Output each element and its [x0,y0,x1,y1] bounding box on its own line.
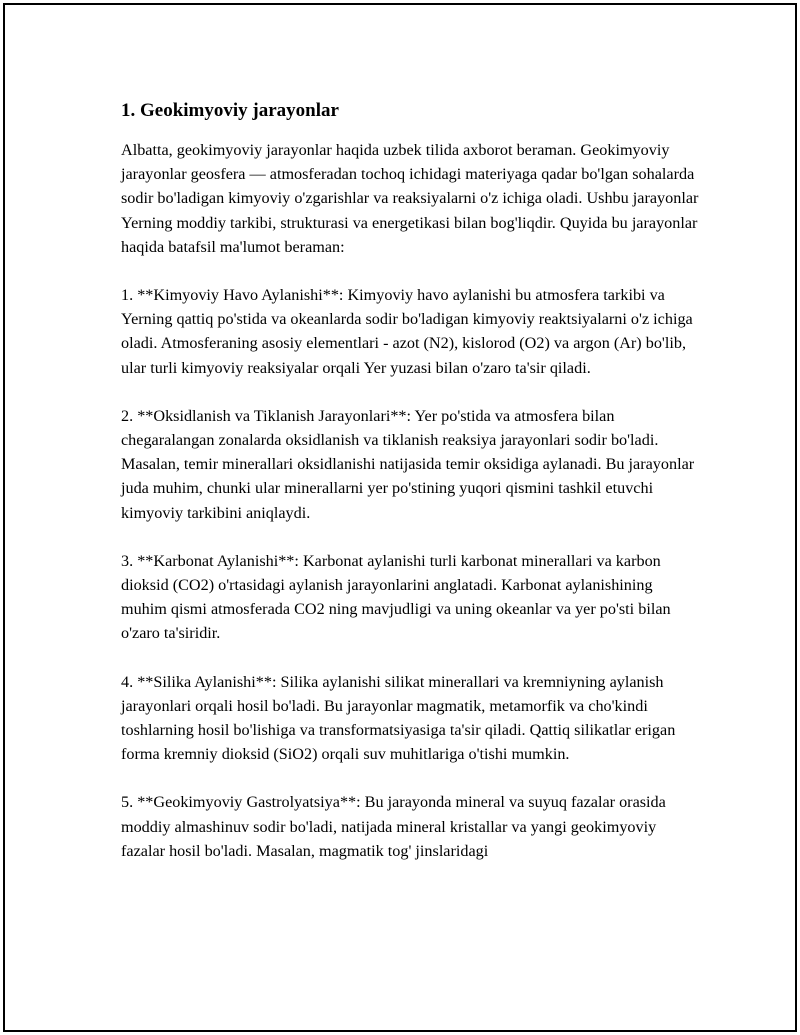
paragraph-silika-aylanishi: 4. **Silika Aylanishi**: Silika aylanishi silikat minerallari va kremniyning aylanish jarayonlari orqali hosil bo'ladi. Bu jarayonlar magmatik, metamorfik va cho'kindi toshlarning hosil bo'lishiga va transformatsiyasiga ta'sir qiladi. Qattiq silikatlar erigan forma kremniy dioksid (SiO2) orqali suv muhitlariga o'tishi mumkin. [121,672,676,764]
page-frame [3,3,797,1032]
paragraph-geokimyoviy-gastrolyatsiya: 5. **Geokimyoviy Gastrolyatsiya**: Bu jarayonda mineral va suyuq fazalar orasida moddiy almashinuv sodir bo'ladi, natijada mineral kristallar va yangi geokimyoviy fazalar hosil bo'ladi. Masalan, magmatik tog' jinslaridagi [121,793,666,860]
section-heading: 1. Geokimyoviy jarayonlar [121,100,339,121]
document-body [121,95,701,887]
paragraph-karbonat-aylanishi: 3. **Karbonat Aylanishi**: Karbonat aylanishi turli karbonat minerallari va karbon dioksid (CO2) o'rtasidagi aylanish jarayonlarini anglatadi. Karbonat aylanishining muhim qismi atmosferada CO2 ning mavjudligi va uning okeanlar va yer po'sti bilan o'zaro ta'siridir. [121,551,671,643]
paragraph-oksidlanish-tiklanish: 2. **Oksidlanish va Tiklanish Jarayonlari**: Yer po'stida va atmosfera bilan chegaralangan zonalarda oksidlanish va tiklanish reaksiya jarayonlari sodir bo'ladi. Masalan, temir minerallari oksidlanishi natijasida temir oksidiga aylanadi. Bu jarayonlar juda muhim, chunki ular minerallarni yer po'stining yuqori qismini tashkil etuvchi kimyoviy tarkibini aniqlaydi. [121,406,695,522]
intro-paragraph: Albatta, geokimyoviy jarayonlar haqida uzbek tilida axborot beraman. Geokimyoviy jarayonlar geosfera — atmosferadan tochoq ichidagi materiyaga qadar bo'lgan sohalarda sodir bo'ladigan kimyoviy o'zgarishlar va reaksiyalarni o'z ichiga oladi. Ushbu jarayonlar Yerning moddiy tarkibi, strukturasi va energetikasi bilan bog'liqdir. Quyida bu jarayonlar haqida batafsil ma'lumot beraman: [121,141,699,256]
paragraph-kimyoviy-havo-aylanishi: 1. **Kimyoviy Havo Aylanishi**: Kimyoviy havo aylanishi bu atmosfera tarkibi va Yerning qattiq po'stida va okeanlarda sodir bo'ladigan kimyoviy reaktsiyalarni o'z ichiga oladi. Atmosferaning asosiy elementlari - azot (N2), kislorod (O2) va argon (Ar) bo'lib, ular turli kimyoviy reaksiyalar orqali Yer yuzasi bilan o'zaro ta'sir qiladi. [121,286,693,377]
